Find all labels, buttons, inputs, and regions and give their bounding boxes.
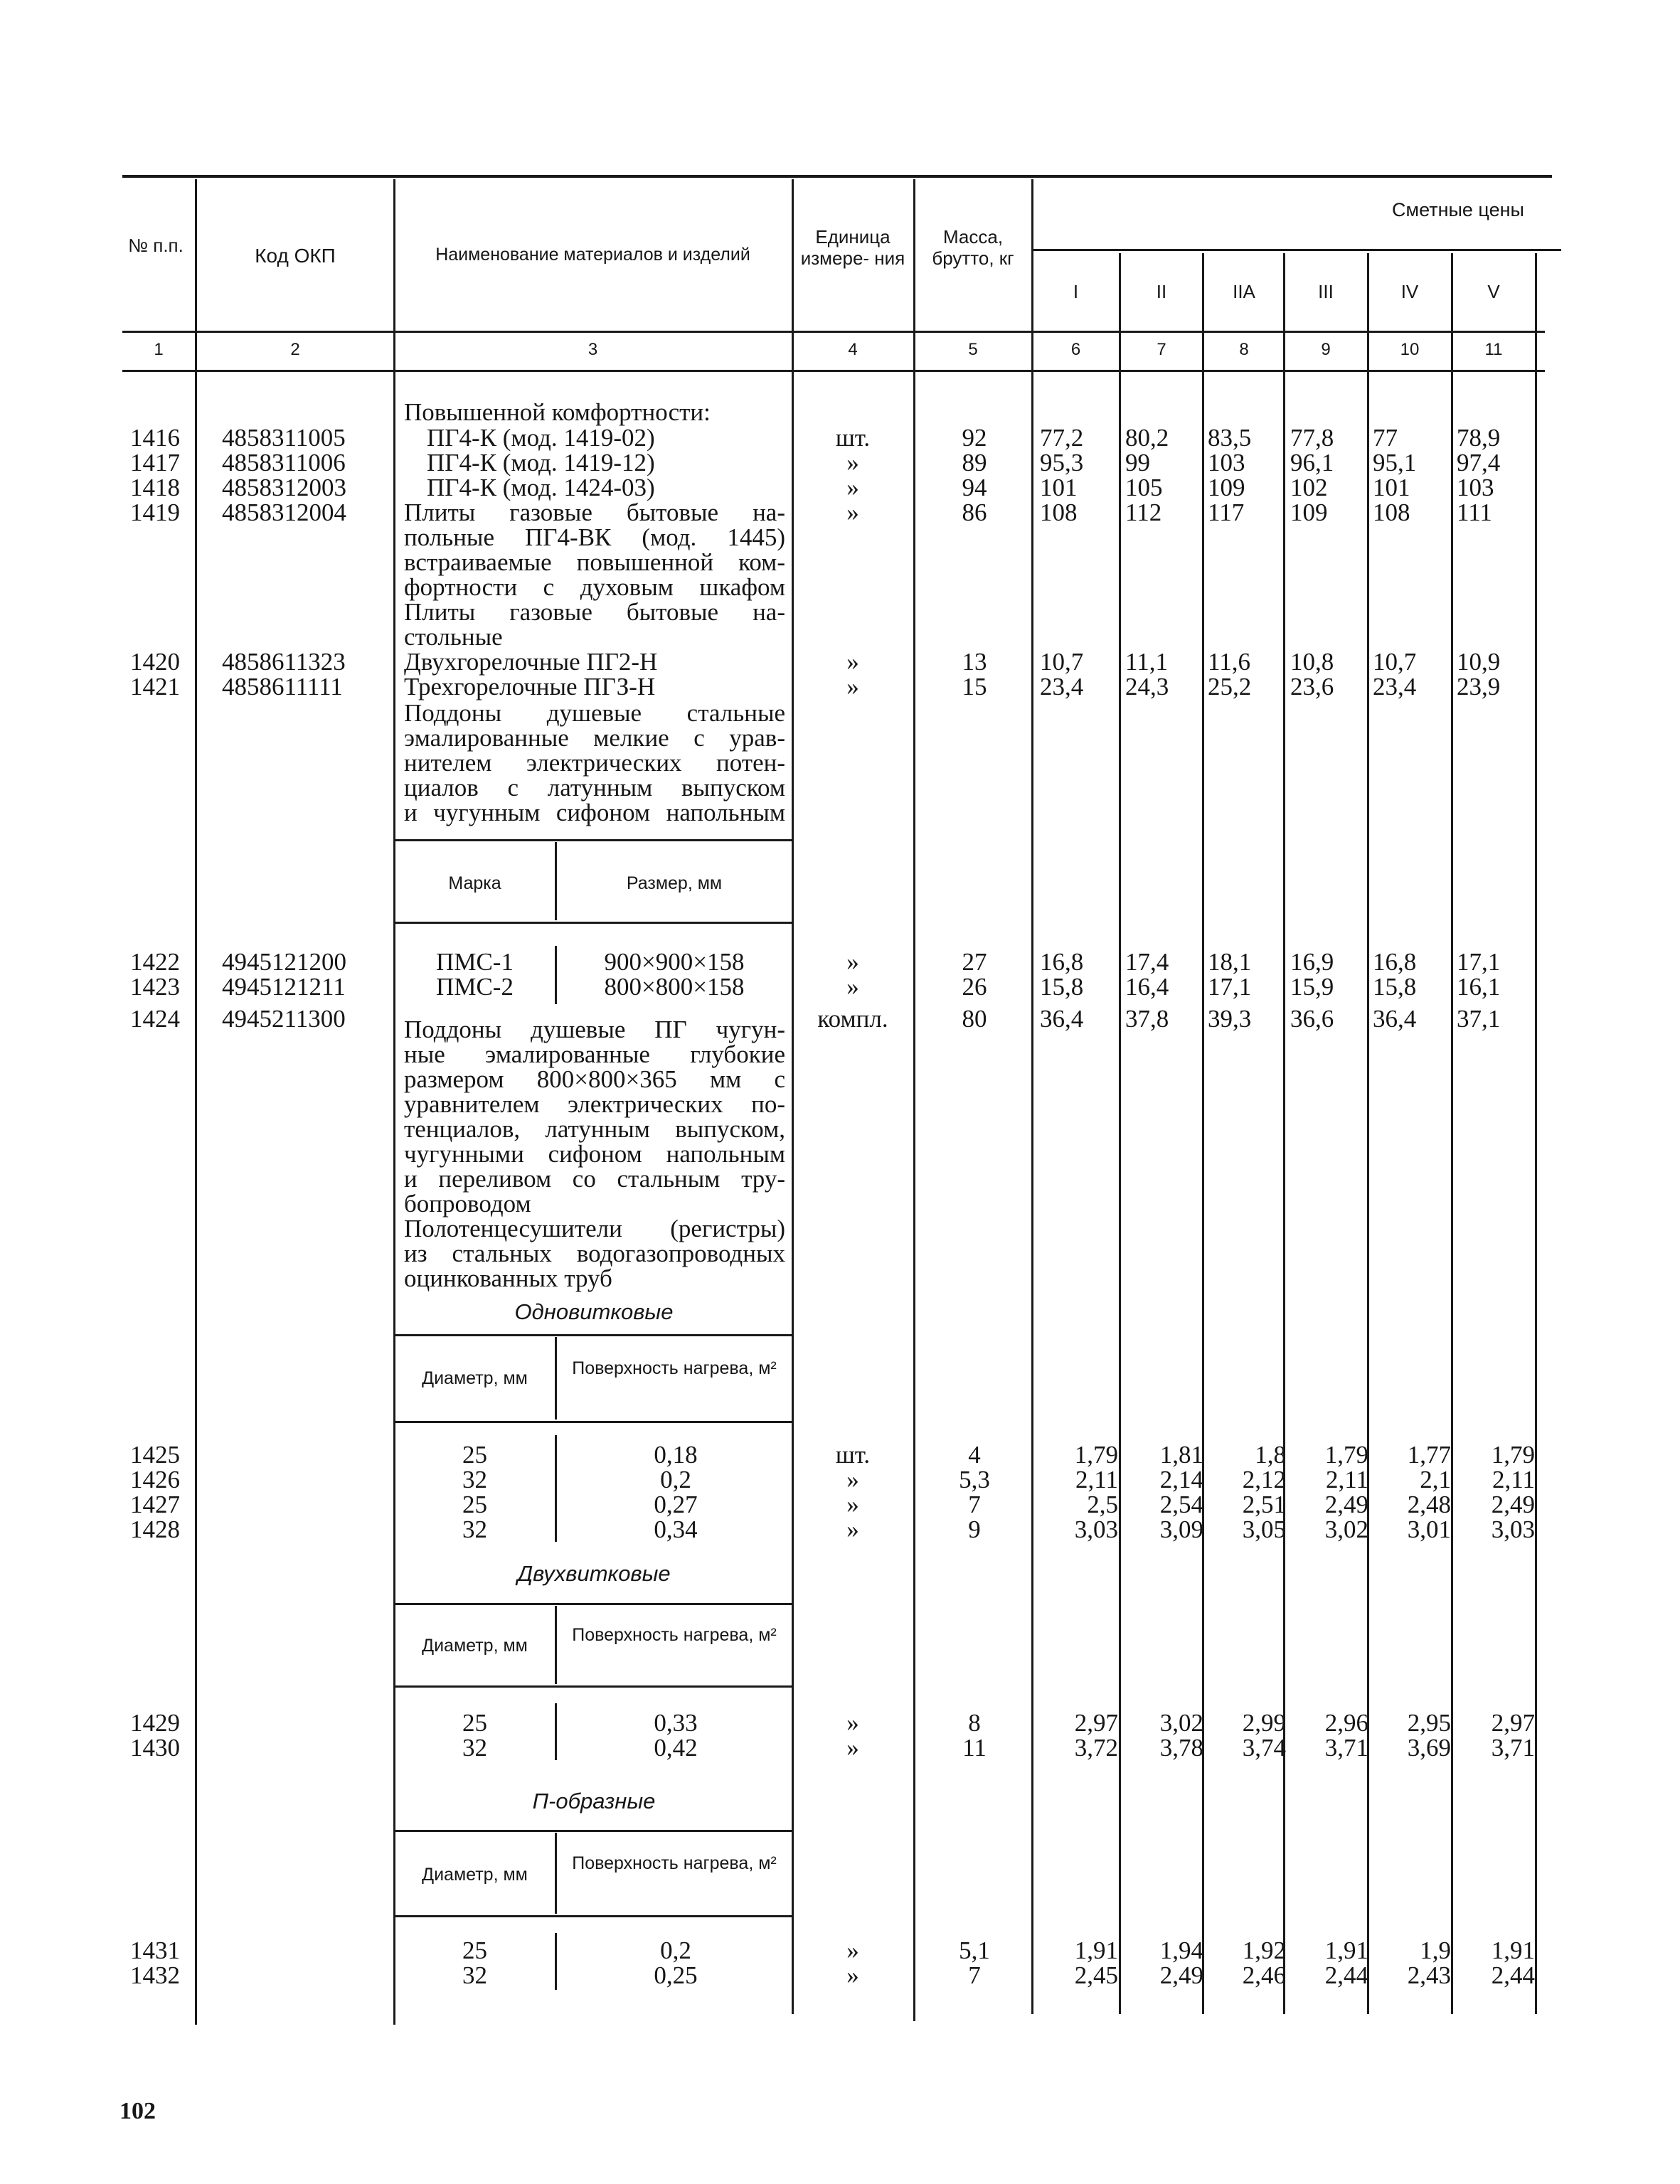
heating-surface: 0,33 bbox=[654, 1709, 698, 1737]
item-size: 900×900×158 bbox=[604, 948, 745, 976]
row-num: 1420 bbox=[130, 648, 180, 676]
price-zone-4: 15,9 bbox=[1290, 973, 1334, 1001]
towel-dryers-line-1: Полотенцесушители (регистры) bbox=[404, 1215, 785, 1242]
price-zone-4: 16,9 bbox=[1290, 948, 1334, 976]
price-zone-5: 3,69 bbox=[1407, 1734, 1451, 1762]
price-zone-1: 77,2 bbox=[1040, 424, 1084, 452]
unit: » bbox=[846, 1491, 859, 1518]
sub-diam2-sep bbox=[555, 1606, 557, 1684]
heating-surface: 0,42 bbox=[654, 1734, 698, 1762]
mass: 5,3 bbox=[959, 1466, 990, 1493]
sub-diam1-col-a: Диаметр, мм bbox=[422, 1368, 528, 1388]
colnum-4: 4 bbox=[848, 340, 858, 359]
colnum-bottom-rule bbox=[122, 370, 1545, 372]
unit: » bbox=[846, 673, 859, 701]
col-sep-5 bbox=[1031, 179, 1033, 2014]
sub-diam3-data-sep bbox=[555, 1933, 557, 1990]
price-zone-4: 3,71 bbox=[1324, 1734, 1368, 1762]
price-zone-5: 2,48 bbox=[1407, 1491, 1451, 1518]
heating-surface: 0,2 bbox=[660, 1466, 691, 1493]
row-1424-line-1: Поддоны душевые ПГ чугун- bbox=[404, 1016, 785, 1043]
row-num: 1431 bbox=[130, 1937, 180, 1964]
mass: 13 bbox=[962, 648, 987, 676]
unit: » bbox=[846, 1961, 859, 1989]
pipe-diameter: 25 bbox=[462, 1441, 487, 1469]
colnum-7: 7 bbox=[1157, 340, 1166, 359]
price-zone-5: 16,8 bbox=[1373, 948, 1417, 976]
item-name: Двухгорелочные ПГ2-Н bbox=[404, 648, 658, 676]
price-zone-1: 2,5 bbox=[1087, 1491, 1118, 1518]
sub-diam1-bottom-rule bbox=[393, 1421, 792, 1423]
price-zone-5: 1,9 bbox=[1420, 1937, 1451, 1964]
price-zone-3: 17,1 bbox=[1208, 973, 1252, 1001]
price-zone-6: 97,4 bbox=[1457, 449, 1501, 476]
item-size: 800×800×158 bbox=[604, 973, 745, 1001]
price-zone-1: 15,8 bbox=[1040, 973, 1084, 1001]
price-zone-1: 101 bbox=[1040, 474, 1078, 501]
price-zone-5: 3,01 bbox=[1407, 1516, 1451, 1543]
mass: 7 bbox=[968, 1961, 981, 1989]
unit: » bbox=[846, 1709, 859, 1737]
unit: » bbox=[846, 474, 859, 501]
price-zone-6: 2,11 bbox=[1492, 1466, 1535, 1493]
colnum-8: 8 bbox=[1239, 340, 1249, 359]
row-num: 1425 bbox=[130, 1441, 180, 1469]
row-num: 1418 bbox=[130, 474, 180, 501]
price-zone-4: 2,44 bbox=[1324, 1961, 1368, 1989]
pipe-diameter: 25 bbox=[462, 1491, 487, 1518]
price-zone-6: 1,79 bbox=[1491, 1441, 1535, 1469]
row-num: 1416 bbox=[130, 424, 180, 452]
mass: 7 bbox=[968, 1491, 981, 1518]
okp-code: 4858611323 bbox=[222, 648, 346, 676]
row-1424-line-6: чугунными сифоном напольным bbox=[404, 1140, 785, 1168]
price-zone-2: 16,4 bbox=[1125, 973, 1169, 1001]
price-zone-1: 2,11 bbox=[1075, 1466, 1118, 1493]
price-zone-2: 24,3 bbox=[1125, 673, 1169, 701]
unit: » bbox=[846, 1937, 859, 1964]
row-1424-line-8: бопроводом bbox=[404, 1190, 531, 1218]
item-name: ПГ4-К (мод. 1419-02) bbox=[427, 424, 655, 452]
header-prices: Сметные цены bbox=[1392, 199, 1524, 220]
price-zone-2: 1,94 bbox=[1159, 1937, 1203, 1964]
heating-surface: 0,18 bbox=[654, 1441, 698, 1469]
header-bottom-rule bbox=[122, 331, 1545, 333]
price-zone-2: 105 bbox=[1125, 474, 1163, 501]
price-zone-4: 1,91 bbox=[1324, 1937, 1368, 1964]
row-1424-line-2: ные эмалированные глубокие bbox=[404, 1040, 785, 1068]
col-sep-10 bbox=[1451, 253, 1453, 2014]
page-number: 102 bbox=[119, 2098, 156, 2124]
col-sep-1 bbox=[195, 179, 197, 2025]
okp-code: 4858611111 bbox=[222, 673, 343, 701]
heating-surface: 0,25 bbox=[654, 1961, 698, 1989]
group-plates-line-1: Плиты газовые бытовые на- bbox=[404, 598, 785, 626]
sub-diam3-top-rule bbox=[393, 1830, 792, 1832]
mass: 92 bbox=[962, 424, 987, 452]
price-zone-1: 108 bbox=[1040, 499, 1078, 526]
row-num: 1417 bbox=[130, 449, 180, 476]
price-zone-4: 3,02 bbox=[1324, 1516, 1368, 1543]
price-zone-1: 16,8 bbox=[1040, 948, 1084, 976]
sub-marka-top-rule bbox=[393, 839, 792, 841]
price-zone-4: 77,8 bbox=[1290, 424, 1334, 452]
mass: 27 bbox=[962, 948, 987, 976]
zone-IV: IV bbox=[1400, 281, 1419, 302]
item-name: Трехгорелочные ПГЗ-Н bbox=[404, 673, 656, 701]
price-zone-1: 3,03 bbox=[1074, 1516, 1118, 1543]
price-zone-3: 83,5 bbox=[1208, 424, 1252, 452]
heating-surface: 0,27 bbox=[654, 1491, 698, 1518]
colnum-1: 1 bbox=[154, 340, 164, 359]
price-zone-3: 103 bbox=[1208, 449, 1245, 476]
colnum-6: 6 bbox=[1070, 340, 1081, 359]
price-zone-3: 2,12 bbox=[1242, 1466, 1286, 1493]
mass: 15 bbox=[962, 673, 987, 701]
row-num: 1428 bbox=[130, 1516, 180, 1543]
price-zone-5: 2,1 bbox=[1420, 1466, 1451, 1493]
price-zone-4: 23,6 bbox=[1290, 673, 1334, 701]
price-zone-6: 10,9 bbox=[1457, 648, 1501, 676]
sub-diam3-bottom-rule bbox=[393, 1915, 792, 1917]
price-zone-6: 1,91 bbox=[1491, 1937, 1535, 1964]
okp-code: 4858311005 bbox=[222, 424, 346, 452]
col-sep-3 bbox=[792, 179, 794, 2014]
price-zone-2: 2,54 bbox=[1159, 1491, 1203, 1518]
row-num: 1423 bbox=[130, 973, 180, 1001]
header-mass: Масса, брутто, кг bbox=[932, 226, 1014, 269]
price-zone-2: 37,8 bbox=[1125, 1005, 1169, 1033]
price-zone-1: 23,4 bbox=[1040, 673, 1084, 701]
price-zone-3: 39,3 bbox=[1208, 1005, 1252, 1033]
col-sep-2 bbox=[393, 179, 395, 2025]
mass: 9 bbox=[968, 1516, 981, 1543]
row-num: 1430 bbox=[130, 1734, 180, 1762]
price-zone-5: 1,77 bbox=[1407, 1441, 1451, 1469]
colnum-3: 3 bbox=[588, 340, 598, 359]
price-zone-1: 3,72 bbox=[1074, 1734, 1118, 1762]
pipe-diameter: 25 bbox=[462, 1937, 487, 1964]
sub-diam2-col-b: Поверхность нагрева, м² bbox=[572, 1625, 777, 1645]
price-zone-2: 3,09 bbox=[1159, 1516, 1203, 1543]
price-zone-2: 99 bbox=[1125, 449, 1150, 476]
price-zone-1: 2,97 bbox=[1074, 1709, 1118, 1737]
price-zone-6: 111 bbox=[1457, 499, 1492, 526]
unit: » bbox=[846, 948, 859, 976]
okp-code: 4945121211 bbox=[222, 973, 346, 1001]
item-mark: ПМС-1 bbox=[436, 948, 514, 976]
okp-code: 4858312003 bbox=[222, 474, 346, 501]
price-zone-6: 17,1 bbox=[1457, 948, 1501, 976]
price-zone-3: 11,6 bbox=[1208, 648, 1250, 676]
row-1424-line-5: тенциалов, латунным выпуском, bbox=[404, 1115, 785, 1143]
price-zone-1: 95,3 bbox=[1040, 449, 1084, 476]
section-double-turn: Двухвитковые bbox=[517, 1561, 671, 1586]
col-sep-4 bbox=[913, 179, 915, 2021]
colnum-2: 2 bbox=[290, 340, 300, 359]
price-zone-3: 1,92 bbox=[1242, 1937, 1286, 1964]
sub-marka-col-b: Размер, мм bbox=[626, 873, 723, 893]
okp-code: 4858311006 bbox=[222, 449, 346, 476]
price-zone-1: 36,4 bbox=[1040, 1005, 1084, 1033]
price-zone-3: 18,1 bbox=[1208, 948, 1252, 976]
towel-dryers-line-3: оцинкованных труб bbox=[404, 1264, 612, 1292]
price-zone-1: 2,45 bbox=[1074, 1961, 1118, 1989]
price-zone-6: 16,1 bbox=[1457, 973, 1501, 1001]
price-zone-6: 2,97 bbox=[1491, 1709, 1535, 1737]
item-mark: ПМС-2 bbox=[436, 973, 514, 1001]
price-zone-1: 10,7 bbox=[1040, 648, 1084, 676]
trays-line-2: эмалированные мелкие с урав- bbox=[404, 724, 785, 752]
mass: 11 bbox=[962, 1734, 987, 1762]
price-zone-5: 101 bbox=[1373, 474, 1410, 501]
price-zone-4: 10,8 bbox=[1290, 648, 1334, 676]
group-plates-line-2: стольные bbox=[404, 623, 503, 651]
unit: компл. bbox=[817, 1005, 888, 1033]
price-zone-2: 80,2 bbox=[1125, 424, 1169, 452]
col-sep-6 bbox=[1119, 253, 1121, 2014]
mass: 8 bbox=[968, 1709, 981, 1737]
header-unit: Единица измере- ния bbox=[800, 226, 905, 269]
sub-marka-sep bbox=[555, 842, 557, 920]
unit: » bbox=[846, 648, 859, 676]
mass: 26 bbox=[962, 973, 987, 1001]
pipe-diameter: 32 bbox=[462, 1734, 487, 1762]
unit: шт. bbox=[835, 424, 871, 452]
unit: » bbox=[846, 1516, 859, 1543]
price-zone-6: 23,9 bbox=[1457, 673, 1501, 701]
price-zone-5: 95,1 bbox=[1373, 449, 1417, 476]
sub-diam3-col-b: Поверхность нагрева, м² bbox=[572, 1853, 777, 1873]
row-1424-line-3: размером 800×800×365 мм с bbox=[404, 1065, 785, 1093]
row-num: 1424 bbox=[130, 1005, 180, 1033]
price-zone-6: 3,71 bbox=[1491, 1734, 1535, 1762]
price-zone-3: 3,74 bbox=[1242, 1734, 1286, 1762]
price-zone-4: 2,96 bbox=[1324, 1709, 1368, 1737]
header-okp: Код ОКП bbox=[255, 245, 336, 267]
price-zone-2: 3,78 bbox=[1159, 1734, 1203, 1762]
sub-diam2-col-a: Диаметр, мм bbox=[422, 1636, 528, 1656]
unit: » bbox=[846, 973, 859, 1001]
sub-diam1-sep bbox=[555, 1337, 557, 1419]
mass: 86 bbox=[962, 499, 987, 526]
sub-marka-bottom-rule bbox=[393, 922, 792, 924]
row-num: 1427 bbox=[130, 1491, 180, 1518]
price-zone-4: 109 bbox=[1290, 499, 1328, 526]
price-zone-1: 1,91 bbox=[1074, 1937, 1118, 1964]
price-zone-5: 15,8 bbox=[1373, 973, 1417, 1001]
sub-marka-col-a: Марка bbox=[448, 873, 501, 893]
item-name: ПГ4-К (мод. 1419-12) bbox=[427, 449, 655, 476]
zone-IIA: IIA bbox=[1233, 281, 1255, 302]
colnum-9: 9 bbox=[1321, 340, 1331, 359]
price-zone-2: 112 bbox=[1125, 499, 1162, 526]
row-num: 1419 bbox=[130, 499, 180, 526]
price-zone-2: 17,4 bbox=[1125, 948, 1169, 976]
trays-line-5: и чугунным сифоном напольным bbox=[404, 799, 785, 826]
price-zone-6: 2,44 bbox=[1491, 1961, 1535, 1989]
towel-dryers-line-2: из стальных водогазопроводных bbox=[404, 1240, 785, 1267]
top-rule bbox=[122, 175, 1552, 178]
price-zone-3: 2,99 bbox=[1242, 1709, 1286, 1737]
price-zone-3: 109 bbox=[1208, 474, 1245, 501]
col-sep-11 bbox=[1535, 253, 1537, 2014]
price-zone-3: 2,46 bbox=[1242, 1961, 1286, 1989]
zone-II: II bbox=[1156, 281, 1167, 302]
unit: » bbox=[846, 1734, 859, 1762]
price-zone-5: 108 bbox=[1373, 499, 1410, 526]
price-zone-2: 2,14 bbox=[1159, 1466, 1203, 1493]
heating-surface: 0,34 bbox=[654, 1516, 698, 1543]
price-zone-4: 96,1 bbox=[1290, 449, 1334, 476]
price-zone-5: 36,4 bbox=[1373, 1005, 1417, 1033]
price-zone-3: 117 bbox=[1208, 499, 1245, 526]
price-zone-3: 3,05 bbox=[1242, 1516, 1286, 1543]
unit: » bbox=[846, 499, 859, 526]
pipe-diameter: 32 bbox=[462, 1961, 487, 1989]
heading-comfort: Повышенной комфортности: bbox=[404, 398, 711, 426]
price-zone-3: 2,51 bbox=[1242, 1491, 1286, 1518]
row-1419-line-3: встраиваемые повышенной ком- bbox=[404, 548, 785, 576]
price-zone-3: 25,2 bbox=[1208, 673, 1252, 701]
price-zone-4: 1,79 bbox=[1324, 1441, 1368, 1469]
row-num: 1422 bbox=[130, 948, 180, 976]
trays-line-4: циалов с латунным выпуском bbox=[404, 774, 785, 801]
pipe-diameter: 32 bbox=[462, 1466, 487, 1493]
trays-line-3: нителем электрических потен- bbox=[404, 749, 785, 777]
sub-diam2-bottom-rule bbox=[393, 1685, 792, 1688]
colnum-10: 10 bbox=[1400, 340, 1420, 359]
header-num: № п.п. bbox=[128, 235, 184, 256]
section-single-turn: Одновитковые bbox=[514, 1299, 674, 1324]
price-zone-6: 78,9 bbox=[1457, 424, 1501, 452]
row-num: 1421 bbox=[130, 673, 180, 701]
okp-code: 4945211300 bbox=[222, 1005, 346, 1033]
price-zone-4: 102 bbox=[1290, 474, 1328, 501]
price-zone-2: 3,02 bbox=[1159, 1709, 1203, 1737]
price-zone-5: 10,7 bbox=[1373, 648, 1417, 676]
price-zone-5: 2,43 bbox=[1407, 1961, 1451, 1989]
unit: » bbox=[846, 1466, 859, 1493]
unit: » bbox=[846, 449, 859, 476]
sub-diam3-sep bbox=[555, 1833, 557, 1914]
price-zone-2: 1,81 bbox=[1159, 1441, 1203, 1469]
sub-diam1-data-sep bbox=[555, 1435, 557, 1542]
price-zone-6: 2,49 bbox=[1491, 1491, 1535, 1518]
price-zone-5: 2,95 bbox=[1407, 1709, 1451, 1737]
row-num: 1432 bbox=[130, 1961, 180, 1989]
mass: 94 bbox=[962, 474, 987, 501]
price-zone-2: 2,49 bbox=[1159, 1961, 1203, 1989]
price-zone-3: 1,8 bbox=[1255, 1441, 1286, 1469]
colnum-11: 11 bbox=[1484, 340, 1503, 359]
sub-diam2-data-sep bbox=[555, 1703, 557, 1760]
mass: 80 bbox=[962, 1005, 987, 1033]
okp-code: 4858312004 bbox=[222, 499, 346, 526]
price-zone-6: 3,03 bbox=[1491, 1516, 1535, 1543]
sub-diam1-top-rule bbox=[393, 1334, 792, 1336]
trays-line-1: Поддоны душевые стальные bbox=[404, 699, 785, 727]
zone-I: I bbox=[1073, 281, 1079, 302]
heating-surface: 0,2 bbox=[660, 1937, 691, 1964]
price-zone-5: 77 bbox=[1373, 424, 1398, 452]
row-1419-line-4: фортности с духовым шкафом bbox=[404, 573, 785, 601]
price-zone-6: 103 bbox=[1457, 474, 1494, 501]
price-zone-4: 2,49 bbox=[1324, 1491, 1368, 1518]
section-u-shaped: П-образные bbox=[532, 1789, 656, 1813]
zone-III: III bbox=[1318, 281, 1334, 302]
sub-marka-data-sep bbox=[555, 946, 557, 1004]
pipe-diameter: 32 bbox=[462, 1516, 487, 1543]
mass: 5,1 bbox=[959, 1937, 990, 1964]
price-zone-4: 2,11 bbox=[1326, 1466, 1368, 1493]
sub-diam1-col-b: Поверхность нагрева, м² bbox=[572, 1358, 777, 1378]
row-1424-line-4: уравнителем электрических по- bbox=[404, 1090, 785, 1118]
okp-code: 4945121200 bbox=[222, 948, 346, 976]
mass: 4 bbox=[968, 1441, 981, 1469]
prices-underline bbox=[1031, 249, 1561, 251]
mass: 89 bbox=[962, 449, 987, 476]
zone-V: V bbox=[1487, 281, 1500, 302]
row-num: 1429 bbox=[130, 1709, 180, 1737]
price-zone-5: 23,4 bbox=[1373, 673, 1417, 701]
unit: шт. bbox=[835, 1441, 871, 1469]
pipe-diameter: 25 bbox=[462, 1709, 487, 1737]
sub-diam3-col-a: Диаметр, мм bbox=[422, 1865, 528, 1885]
row-1424-line-7: и переливом со стальным тру- bbox=[404, 1165, 785, 1193]
colnum-5: 5 bbox=[968, 340, 978, 359]
price-zone-2: 11,1 bbox=[1125, 648, 1168, 676]
price-zone-6: 37,1 bbox=[1457, 1005, 1501, 1033]
header-name: Наименование материалов и изделий bbox=[435, 245, 750, 265]
item-name: ПГ4-К (мод. 1424-03) bbox=[427, 474, 655, 501]
row-num: 1426 bbox=[130, 1466, 180, 1493]
sub-diam2-top-rule bbox=[393, 1603, 792, 1605]
row-1419-line-2: польные ПГ4-ВК (мод. 1445) bbox=[404, 523, 785, 551]
price-zone-1: 1,79 bbox=[1074, 1441, 1118, 1469]
price-zone-4: 36,6 bbox=[1290, 1005, 1334, 1033]
row-1419-line-1: Плиты газовые бытовые на- bbox=[404, 499, 785, 526]
